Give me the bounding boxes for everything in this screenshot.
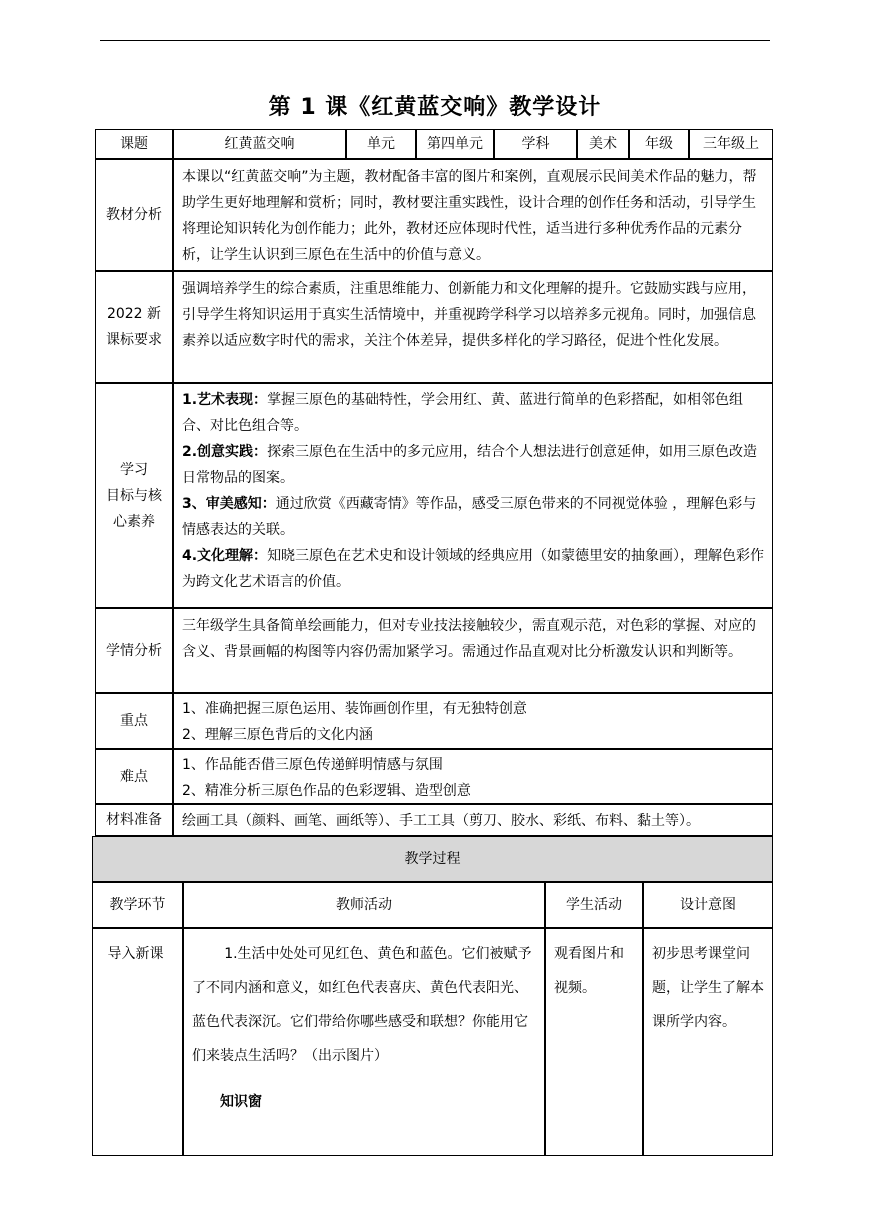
intro-teacher-activity bbox=[183, 928, 545, 1156]
process-col-intent: 设计意图 bbox=[643, 882, 773, 928]
process-header: 教学过程 bbox=[92, 836, 773, 882]
objective-item: 3、审美感知：通过欣赏《西藏寄情》等作品，感受三原色带来的不同视觉体验 ，理解色彩与情感表达的关联。 bbox=[182, 496, 757, 538]
key-points-text bbox=[173, 693, 773, 749]
materials-label: 材料准备 bbox=[95, 804, 173, 836]
subject-label: 学科 bbox=[494, 129, 577, 159]
key-point-item: 2、理解三原色背后的文化内涵 bbox=[182, 727, 373, 743]
learner-analysis-text bbox=[173, 608, 773, 693]
difficulty-item: 2、精准分析三原色作品的色彩逻辑、造型创意 bbox=[182, 783, 471, 799]
grade-value: 三年级上 bbox=[689, 129, 773, 159]
difficulties-text bbox=[173, 749, 773, 804]
objectives-label bbox=[95, 383, 173, 608]
curriculum-label-line2: 课标要求 bbox=[106, 332, 162, 348]
material-analysis-paragraph: 本课以“红黄蓝交响”为主题，教材配备丰富的图片和案例，直观展示民间美术作品的魅力，帮助学生更好地理解和赏析；同时，教材要注重实践性，设计合理的创作任务和活动，引导学生将理论知识转化为创作能力；此外，教材还应体现时代性，适当进行多种优秀作品的元素分析，让学生认识到三原色在生活中的价值与意义。 bbox=[182, 169, 757, 263]
grade-label: 年级 bbox=[629, 129, 689, 159]
objectives-label-line1: 学习 bbox=[120, 461, 148, 478]
learner-analysis-paragraph: 三年级学生具备简单绘画能力，但对专业技法接触较少，需直观示范，对色彩的掌握、对应的含义、背景画幅的构图等内容仍需加紧学习。需通过作品直观对比分析激发认识和判断等。 bbox=[182, 618, 756, 660]
key-point-item: 1、准确把握三原色运用、装饰画创作里，有无独特创意 bbox=[182, 701, 527, 717]
objectives-text bbox=[173, 383, 773, 608]
process-col-student: 学生活动 bbox=[545, 882, 643, 928]
knowledge-window-heading: 知识窗 bbox=[220, 1094, 262, 1110]
objectives-label-line3: 心素养 bbox=[113, 513, 155, 530]
curriculum-text bbox=[173, 271, 773, 383]
key-points-label: 重点 bbox=[95, 693, 173, 749]
objective-item: 4.文化理解：知晓三原色在艺术史和设计领域的经典应用（如蒙德里安的抽象画），理解色彩作为跨文化艺术语言的价值。 bbox=[182, 548, 765, 590]
materials-text bbox=[173, 804, 773, 836]
objective-item: 1.艺术表现：掌握三原色的基础特性，学会用红、黄、蓝进行简单的色彩搭配，如相邻色组合、对比色组合等。 bbox=[182, 392, 744, 434]
difficulty-item: 1、作品能否借三原色传递鲜明情感与氛围 bbox=[182, 757, 443, 773]
topic-label: 课题 bbox=[95, 129, 173, 159]
curriculum-label bbox=[95, 271, 173, 383]
subject-value: 美术 bbox=[577, 129, 629, 159]
difficulties-label: 难点 bbox=[95, 749, 173, 804]
objective-item: 2.创意实践：探索三原色在生活中的多元应用，结合个人想法进行创意延伸，如用三原色改造日常物品的图案。 bbox=[182, 444, 758, 486]
objectives-label-line2: 目标与核 bbox=[106, 487, 162, 504]
document-title: 第 1 课《红黄蓝交响》教学设计 bbox=[268, 95, 602, 120]
material-analysis-label: 教材分析 bbox=[95, 159, 173, 271]
curriculum-paragraph: 强调培养学生的综合素质，注重思维能力、创新能力和文化理解的提升。它鼓励实践与应用，引导学生将知识运用于真实生活情境中，并重视跨学科学习以培养多元视角。同时，加强信息素养以适应数字时代的需求，关注个体差异，提供多样化的学习路径，促进个性化发展。 bbox=[182, 281, 756, 349]
intro-design-intent: 初步思考课堂问题，让学生了解本课所学内容。 bbox=[643, 928, 773, 1156]
intro-teacher-paragraph: 1.生活中处处可见红色、黄色和蓝色。它们被赋予了不同内涵和意义，如红色代表喜庆、黄色代表阳光、蓝色代表深沉。它们带给你哪些感受和联想？你能用它们来装点生活吗？（出示图片） bbox=[192, 946, 532, 1064]
material-analysis-text bbox=[173, 159, 773, 271]
process-col-stage: 教学环节 bbox=[92, 882, 183, 928]
unit-label: 单元 bbox=[346, 129, 416, 159]
process-col-teacher: 教师活动 bbox=[183, 882, 545, 928]
curriculum-label-line1: 2022 新 bbox=[106, 306, 162, 322]
materials-paragraph: 绘画工具（颜料、画笔、画纸等）、手工工具（剪刀、胶水、彩纸、布料、黏土等）。 bbox=[182, 813, 700, 829]
topic-value: 红黄蓝交响 bbox=[173, 129, 346, 159]
intro-student-activity: 观看图片和视频。 bbox=[545, 928, 643, 1156]
learner-analysis-label: 学情分析 bbox=[95, 608, 173, 693]
intro-stage: 导入新课 bbox=[92, 928, 183, 1156]
unit-value: 第四单元 bbox=[416, 129, 494, 159]
header-rule bbox=[100, 40, 770, 41]
